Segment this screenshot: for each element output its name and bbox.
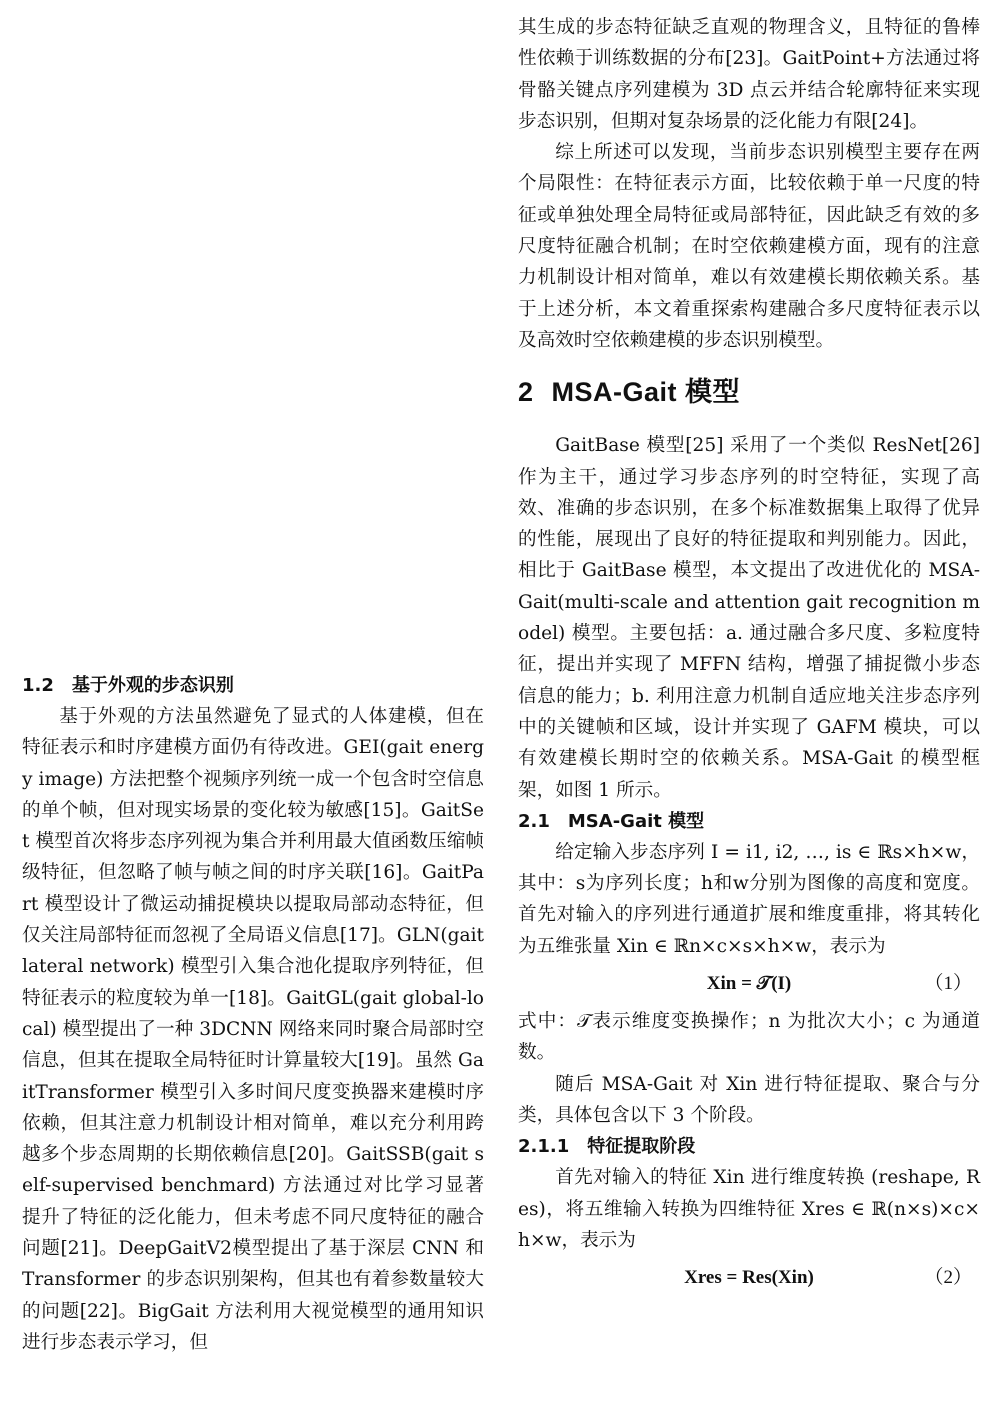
- section-title: MSA-Gait 模型: [567, 810, 705, 832]
- section-2-1-1-paragraph: 首先对输入的特征 Xin 进行维度转换 (reshape, Res)，将五维输入转换为四维特征 Xres ∈ ℝ(n×s)×c×h×w，表示为: [518, 1167, 980, 1251]
- section-number: 1.2: [22, 675, 54, 696]
- right-column: [518, 0, 980, 1300]
- section-1-2-heading: [22, 670, 484, 701]
- equation-1-number: （1）: [924, 973, 972, 995]
- section-title: MSA-Gait 模型: [551, 377, 741, 408]
- equation-2-body: Xres = Res(Xin): [684, 1267, 814, 1289]
- section-number: 2.1: [518, 810, 550, 832]
- equation-2: [518, 1256, 980, 1300]
- stages-paragraph: 随后 MSA-Gait 对 Xin 进行特征提取、聚合与分类，具体包含以下 3 个阶段。: [518, 1073, 980, 1126]
- section-2-1-1-heading: [518, 1131, 980, 1162]
- section-2-1-heading: [518, 806, 980, 837]
- section-title: 基于外观的步态识别: [71, 675, 234, 696]
- continued-paragraph: 其生成的步态特征缺乏直观的物理含义，且特征的鲁棒性依赖于训练数据的分布[23]。GaitPoint+方法通过将骨骼关键点序列建模为 3D 点云并结合轮廓特征来实现步态识别，但期对复杂场景的泛化能力有限[24]。: [518, 17, 980, 132]
- equation-1: [518, 962, 980, 1006]
- equation-1-note: 式中：𝒯表示维度变换操作；n 为批次大小；c 为通道数。: [518, 1011, 980, 1064]
- equation-2-number: （2）: [924, 1267, 972, 1289]
- section-number: 2.1.1: [518, 1136, 570, 1158]
- section-2-paragraph: GaitBase 模型[25] 采用了一个类似 ResNet[26] 作为主干，通过学习步态序列的时空特征，实现了高效、准确的步态识别，在多个标准数据集上取得了优异的性能，展现出了良好的特征提取和判别能力。因此，相比于 GaitBase 模型，本文提出了改进优化的 MSA-Gait(multi-scale and attention gait recognition model) 模型。主要包括：a. 通过融合多尺度、多粒度特征，提出并实现了 MFFN 结构，增强了捕捉微小步态信息的能力；b. 利用注意力机制自适应地关注步态序列中的关键帧和区域，设计并实现了 GAFM 模块，可以有效建模长期时空的依赖关系。MSA-Gait 的模型框架，如图 1 所示。: [518, 435, 980, 801]
- equation-1-body: Xin = 𝒯(I): [706, 973, 792, 995]
- section-2-1-paragraph: 给定输入步态序列 I = i1, i2, …, is ∈ ℝs×h×w，其中：s为序列长度；h和w分别为图像的高度和宽度。首先对输入的序列进行通道扩展和维度重排，将其转化为五维张量 Xin ∈ ℝn×c×s×h×w，表示为: [518, 841, 980, 957]
- section-1-2-paragraph: 基于外观的方法虽然避免了显式的人体建模，但在特征表示和时序建模方面仍有待改进。GEI(gait energy image) 方法把整个视频序列统一成一个包含时空信息的单个帧，但对现实场景的变化较为敏感[15]。GaitSet 模型首次将步态序列视为集合并利用最大值函数压缩帧级特征，但忽略了帧与帧之间的时序关联[16]。GaitPart 模型设计了微运动捕捉模块以提取局部动态特征，但仅关注局部特征而忽视了全局语义信息[17]。GLN(gait lateral network) 模型引入集合池化提取序列特征，但特征表示的粒度较为单一[18]。GaitGL(gait global-local) 模型提出了一种 3DCNN 网络来同时聚合局部时空信息，但其在提取全局特征时计算量较大[19]。虽然 GaitTransformer 模型引入多时间尺度变换器来建模时序依赖，但其注意力机制设计相对简单，难以充分利用跨越多个步态周期的长期依赖信息[20]。GaitSSB(gait self-supervised benchmard) 方法通过对比学习显著提升了特征的泛化能力，但未考虑不同尺度特征的融合问题[21]。DeepGaitV2模型提出了基于深层 CNN 和 Transformer 的步态识别架构，但其也有着参数量较大的问题[22]。BigGait 方法利用大视觉模型的通用知识进行步态表示学习，但: [22, 706, 484, 1353]
- section-2-heading: [518, 372, 980, 412]
- left-column: [22, 0, 484, 1358]
- left-column-top-blank: [22, 0, 484, 670]
- summary-paragraph: 综上所述可以发现，当前步态识别模型主要存在两个局限性：在特征表示方面，比较依赖于单一尺度的特征或单独处理全局特征或局部特征，因此缺乏有效的多尺度特征融合机制；在时空依赖建模方面，现有的注意力机制设计相对简单，难以有效建模长期依赖关系。基于上述分析，本文着重探索构建融合多尺度特征表示以及高效时空依赖建模的步态识别模型。: [518, 142, 980, 351]
- section-title: 特征提取阶段: [587, 1136, 696, 1158]
- section-number: 2: [518, 377, 534, 408]
